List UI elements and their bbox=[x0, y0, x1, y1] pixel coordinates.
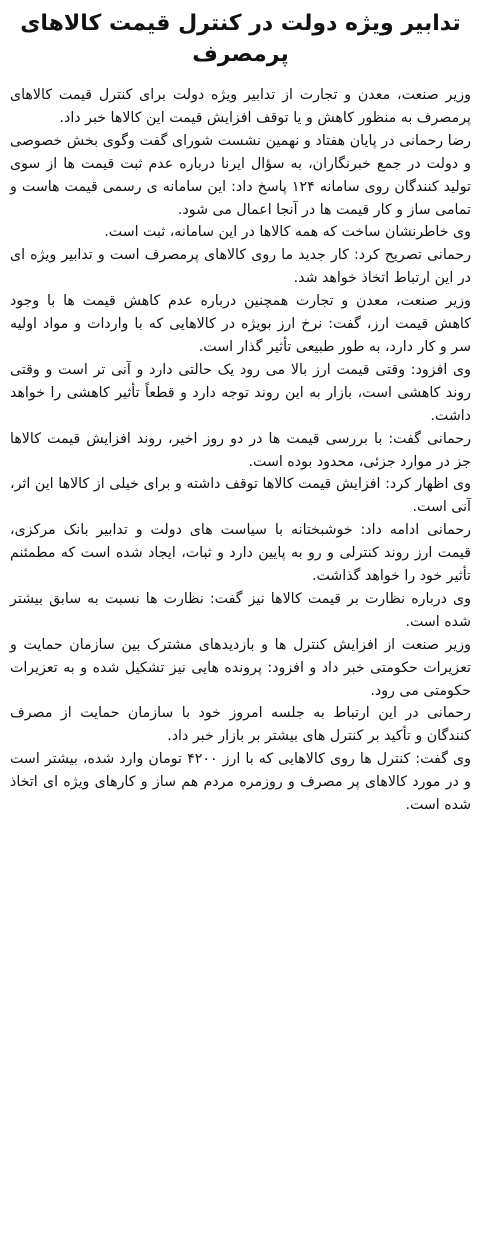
article-paragraph-1: وزیر صنعت، معدن و تجارت از تدابیر ویژه دولت برای کنترل قیمت کالاهای پرمصرف به منظور کاهش و یا توقف افزایش قیمت این کالاها خبر داد. bbox=[10, 87, 471, 126]
article-paragraph-2: رضا رحمانی در پایان هفتاد و نهمین نشست شورای گفت وگوی بخش خصوصی و دولت در جمع خبرنگاران، به سؤال ایرنا درباره عدم ثبت قیمت ها از سوی تولید کنندگان روی سامانه ۱۲۴ پاسخ داد: این سامانه ی رسمی قیمت هاست و تمامی ساز و کار قیمت ها در آنجا اعمال می شود. bbox=[10, 132, 472, 218]
article-headline: تدابیر ویژه دولت در کنترل قیمت کالاهای پرمصرف bbox=[20, 11, 461, 67]
article-paragraph-8: وی اظهار کرد: افزایش قیمت کالاها توقف داشته و برای خیلی از کالاها این اثر، آنی است. bbox=[10, 476, 471, 516]
article-paragraph-4: رحمانی تصریح کرد: کار جدید ما روی کالاهای پرمصرف است و تدابیر ویژه ای در این ارتباط اتخاذ خواهد شد. bbox=[10, 247, 471, 287]
article-paragraph-5: وزیر صنعت، معدن و تجارت همچنین درباره عدم کاهش قیمت ها با وجود کاهش قیمت ارز، گفت: نرخ ارز بویژه در کالاهایی که با واردات و مواد اولیه سر و کار دارد، به طور طبیعی تأثیر گذار است. bbox=[10, 293, 471, 355]
article-paragraph-13: وی گفت: کنترل ها روی کالاهایی که با ارز ۴۲۰۰ تومان وارد شده، بیشتر است و در مورد کالاهای پر مصرف و روزمره مردم هم ساز و کارهای ویژه ای اتخاذ شده است. bbox=[10, 751, 471, 814]
article-paragraph-9: رحمانی ادامه داد: خوشبختانه با سیاست های دولت و تدابیر بانک مرکزی، قیمت ارز روند کنترلی و رو به پایین دارد و ثبات، ایجاد شده است که مطمئنم تأثیر خود را خواهد گذاشت. bbox=[10, 522, 471, 585]
article-paragraph-11: وزیر صنعت از افزایش کنترل ها و بازدیدهای مشترک بین سازمان حمایت و تعزیرات حکومتی خبر داد و افزود: پرونده هایی نیز تشکیل شده و به تعزیرات حکومتی می رود. bbox=[10, 636, 471, 699]
article-body bbox=[10, 84, 471, 817]
article-paragraph-10: وی درباره نظارت بر قیمت کالاها نیز گفت: نظارت ها نسبت به سابق بیشتر شده است. bbox=[10, 590, 471, 630]
article-paragraph-12: رحمانی در این ارتباط به جلسه امروز خود با سازمان حمایت از مصرف کنندگان و تأکید بر کنترل های بیشتر بر بازار خبر داد. bbox=[10, 705, 471, 745]
article-paragraph-3: وی خاطرنشان ساخت که همه کالاها در این سامانه، ثبت است. bbox=[104, 224, 471, 241]
article-paragraph-7: رحمانی گفت: با بررسی قیمت ها در دو روز اخیر، روند افزایش قیمت کالاها جز در موارد جزئی، محدود بوده است. bbox=[10, 430, 471, 470]
article-paragraph-6: وی افزود: وقتی قیمت ارز بالا می رود یک حالتی دارد و آنی تر است و وقتی روند کاهشی است، بازار به این روند توجه دارد و قطعاً تأثیر کاهشی را خواهد داشت. bbox=[10, 361, 471, 424]
